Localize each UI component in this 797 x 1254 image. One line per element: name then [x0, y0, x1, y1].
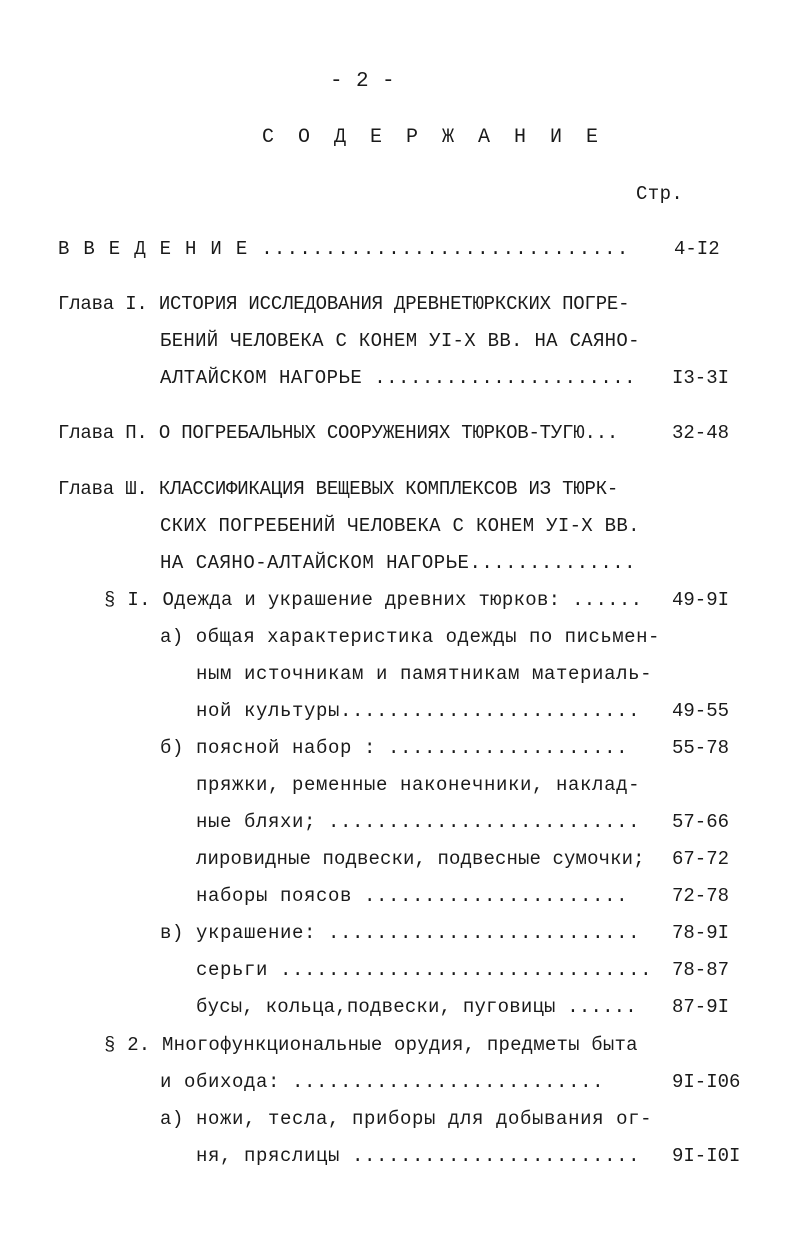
pages-column-header: Стр.	[636, 183, 684, 205]
toc-entry-pages: 87-9I	[672, 996, 730, 1018]
toc-entry-text: АЛТАЙСКОМ НАГОРЬЕ ......................	[160, 367, 637, 389]
toc-entry-text: ным источникам и памятникам материаль-	[196, 663, 653, 685]
toc-entry-text: Глава I. ИСТОРИЯ ИССЛЕДОВАНИЯ ДРЕВНЕТЮРКСКИХ ПОГРЕ-	[58, 293, 630, 315]
toc-entry-text: В В Е Д Е Н И Е .............................	[58, 238, 630, 260]
toc-entry-text: а) ножи, тесла, приборы для добывания ог-	[160, 1108, 653, 1130]
toc-entry-text: БЕНИЙ ЧЕЛОВЕКА С КОНЕМ УI-Х ВВ. НА САЯНО-	[160, 330, 640, 352]
toc-entry-text: лировидные подвески, подвесные сумочки;	[196, 848, 645, 870]
toc-entry-text: Глава Ш. КЛАССИФИКАЦИЯ ВЕЩЕВЫХ КОМПЛЕКСОВ ИЗ ТЮРК-	[58, 478, 619, 500]
toc-entry-text: ные бляхи; ..........................	[196, 811, 641, 833]
toc-entry-pages: 4-I2	[674, 238, 720, 260]
toc-entry-text: в) украшение: ..........................	[160, 922, 641, 944]
toc-entry-text: пряжки, ременные наконечники, наклад-	[196, 774, 641, 796]
toc-entry-text: б) поясной набор : ....................	[160, 737, 629, 759]
toc-entry-pages: 78-87	[672, 959, 730, 981]
toc-entry-text: бусы, кольца,подвески, пуговицы ......	[196, 996, 637, 1018]
toc-entry-text: § I. Одежда и украшение древних тюрков: ......	[104, 589, 643, 611]
toc-entry-pages: 49-55	[672, 700, 730, 722]
toc-entry-text: Глава П. О ПОГРЕБАЛЬНЫХ СООРУЖЕНИЯХ ТЮРКОВ-ТУГЮ...	[58, 422, 619, 444]
toc-entry-text: серьги ...............................	[196, 959, 653, 981]
toc-entry-pages: 55-78	[672, 737, 730, 759]
toc-entry-pages: 49-9I	[672, 589, 730, 611]
toc-entry-text: НА САЯНО-АЛТАЙСКОМ НАГОРЬЕ..............	[160, 552, 637, 574]
toc-entry-text: СКИХ ПОГРЕБЕНИЙ ЧЕЛОВЕКА С КОНЕМ УI-Х ВВ.	[160, 515, 640, 537]
toc-entry-text: ня, пряслицы ........................	[196, 1145, 641, 1167]
toc-entry-pages: 9I-I0I	[672, 1145, 741, 1167]
toc-entry-pages: 57-66	[672, 811, 730, 833]
toc-entry-pages: 9I-I06	[672, 1071, 741, 1093]
toc-entry-pages: 67-72	[672, 848, 730, 870]
toc-entry-text: наборы поясов ......................	[196, 885, 629, 907]
toc-entry-text: § 2. Многофункциональные орудия, предметы быта	[104, 1034, 638, 1056]
toc-entry-pages: 78-9I	[672, 922, 730, 944]
toc-entry-text: а) общая характеристика одежды по письмен-	[160, 626, 660, 648]
toc-entry-pages: I3-3I	[672, 367, 730, 389]
page-number: - 2 -	[330, 70, 396, 93]
toc-entry-text: и обихода: ..........................	[160, 1071, 605, 1093]
toc-entry-text: ной культуры.........................	[196, 700, 641, 722]
toc-entry-pages: 32-48	[672, 422, 730, 444]
toc-entry-pages: 72-78	[672, 885, 730, 907]
page-title: С О Д Е Р Ж А Н И Е	[262, 126, 605, 149]
